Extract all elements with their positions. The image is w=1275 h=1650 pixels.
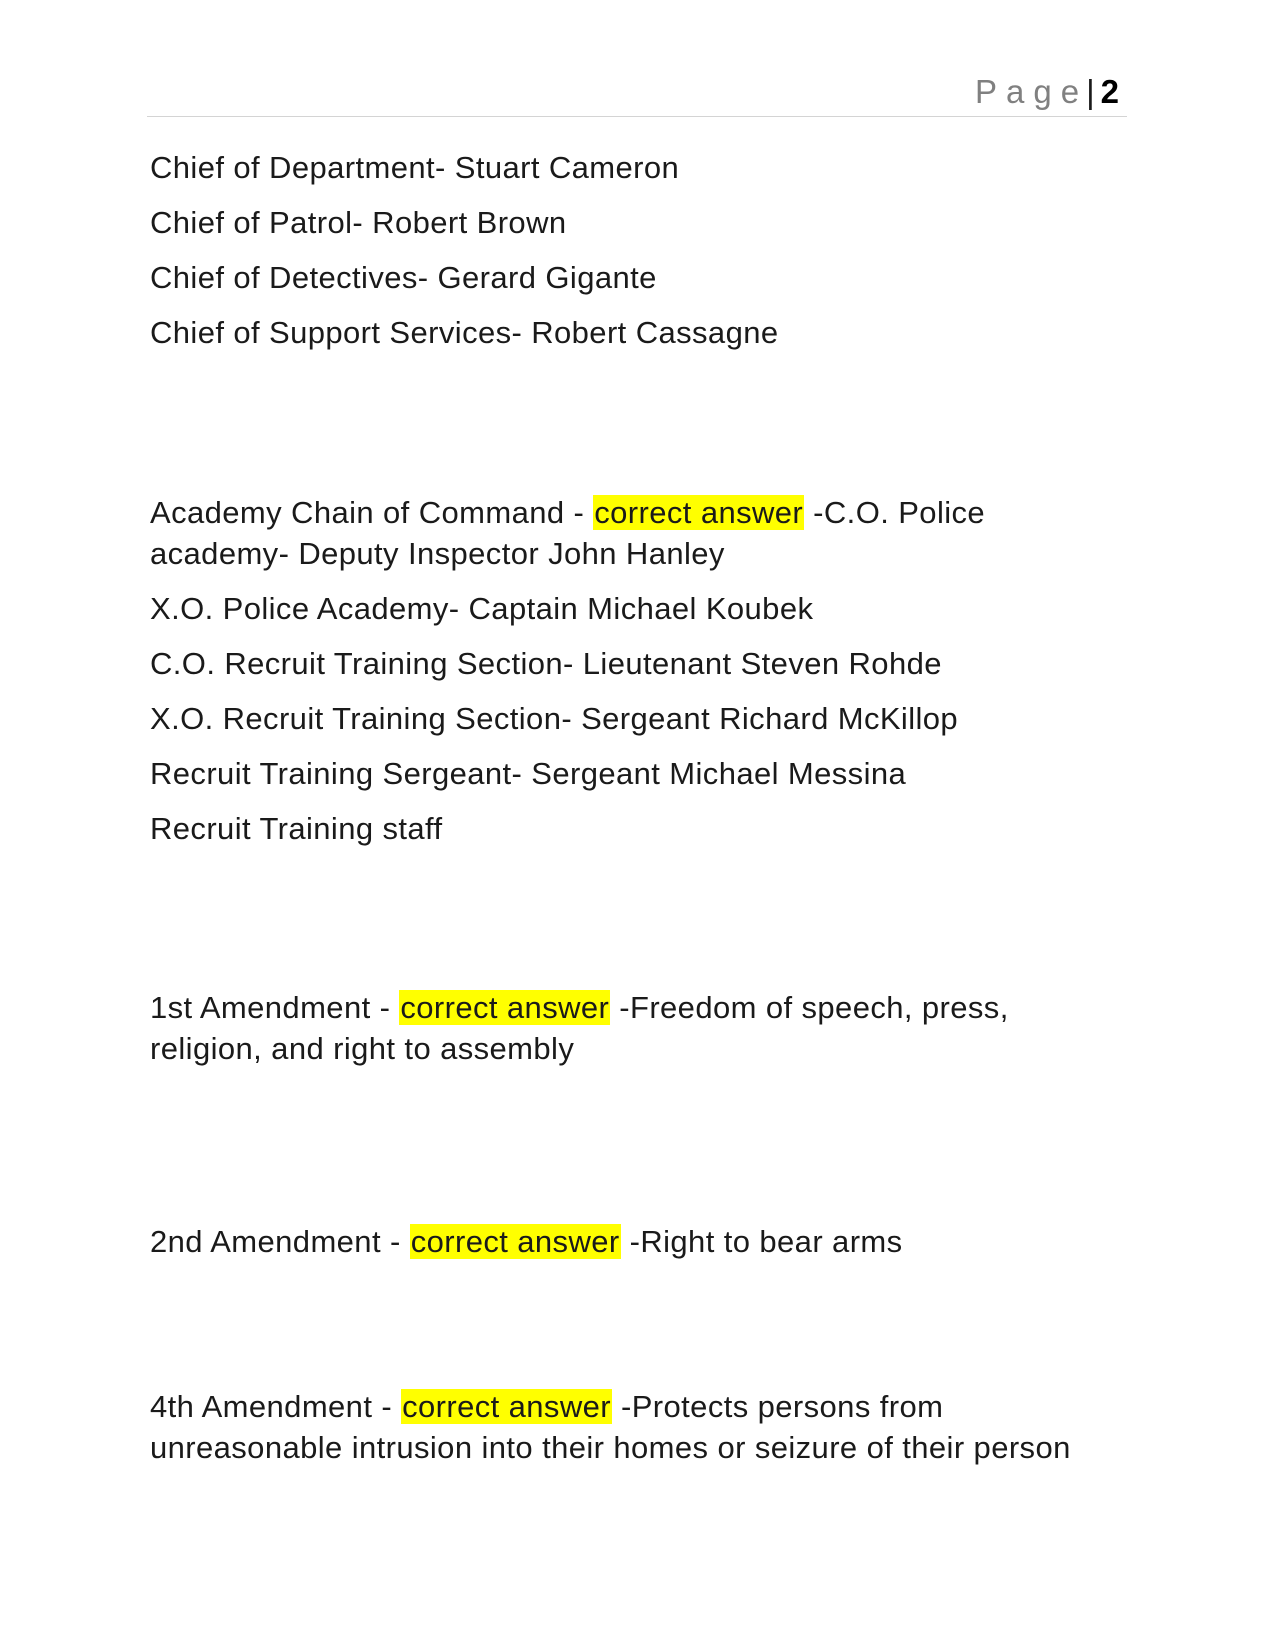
academy-item: X.O. Police Academy- Captain Michael Koubek (150, 591, 814, 626)
chief-line: Chief of Detectives- Gerard Gigante (150, 260, 657, 295)
document-body (150, 147, 1130, 1482)
flashcard-term: Academy Chain of Command - (150, 495, 594, 530)
chief-line: Chief of Patrol- Robert Brown (150, 205, 567, 240)
page-number: 2 (1100, 73, 1119, 110)
flashcard-term: 1st Amendment - (150, 990, 400, 1025)
flashcard-academy (150, 492, 1130, 533)
correct-answer-highlight: correct answer (410, 1224, 620, 1259)
flashcard-amendment-1 (150, 987, 1130, 1028)
page-header (147, 68, 1127, 117)
flashcard-term: 4th Amendment - (150, 1389, 402, 1424)
page-number-label (975, 72, 1119, 112)
flashcard-answer-continued: religion, and right to assembly (150, 1031, 575, 1066)
flashcard-amendment-2 (150, 1221, 1130, 1262)
correct-answer-highlight: correct answer (402, 1389, 611, 1424)
flashcard-answer: -Protects persons from (611, 1389, 944, 1424)
academy-item: C.O. Recruit Training Section- Lieutenant Steven Rohde (150, 646, 942, 681)
flashcard-answer: -C.O. Police (804, 495, 986, 530)
flashcard-amendment-4 (150, 1386, 1130, 1427)
correct-answer-highlight: correct answer (594, 495, 804, 530)
flashcard-answer: -Right to bear arms (620, 1224, 903, 1259)
academy-item: X.O. Recruit Training Section- Sergeant Richard McKillop (150, 701, 959, 736)
chief-line: Chief of Department- Stuart Cameron (150, 150, 680, 185)
flashcard-answer-continued: unreasonable intrusion into their homes or seizure of their person (150, 1430, 1071, 1465)
academy-item: Recruit Training staff (150, 811, 443, 846)
correct-answer-highlight: correct answer (400, 990, 610, 1025)
page-word: Page (974, 73, 1089, 110)
page-separator: | (1086, 73, 1095, 110)
chief-line: Chief of Support Services- Robert Cassagne (150, 315, 779, 350)
flashcard-term: 2nd Amendment - (150, 1224, 410, 1259)
academy-item: Recruit Training Sergeant- Sergeant Michael Messina (150, 756, 907, 791)
flashcard-answer: -Freedom of speech, press, (610, 990, 1009, 1025)
flashcard-answer-continued: academy- Deputy Inspector John Hanley (150, 536, 725, 571)
